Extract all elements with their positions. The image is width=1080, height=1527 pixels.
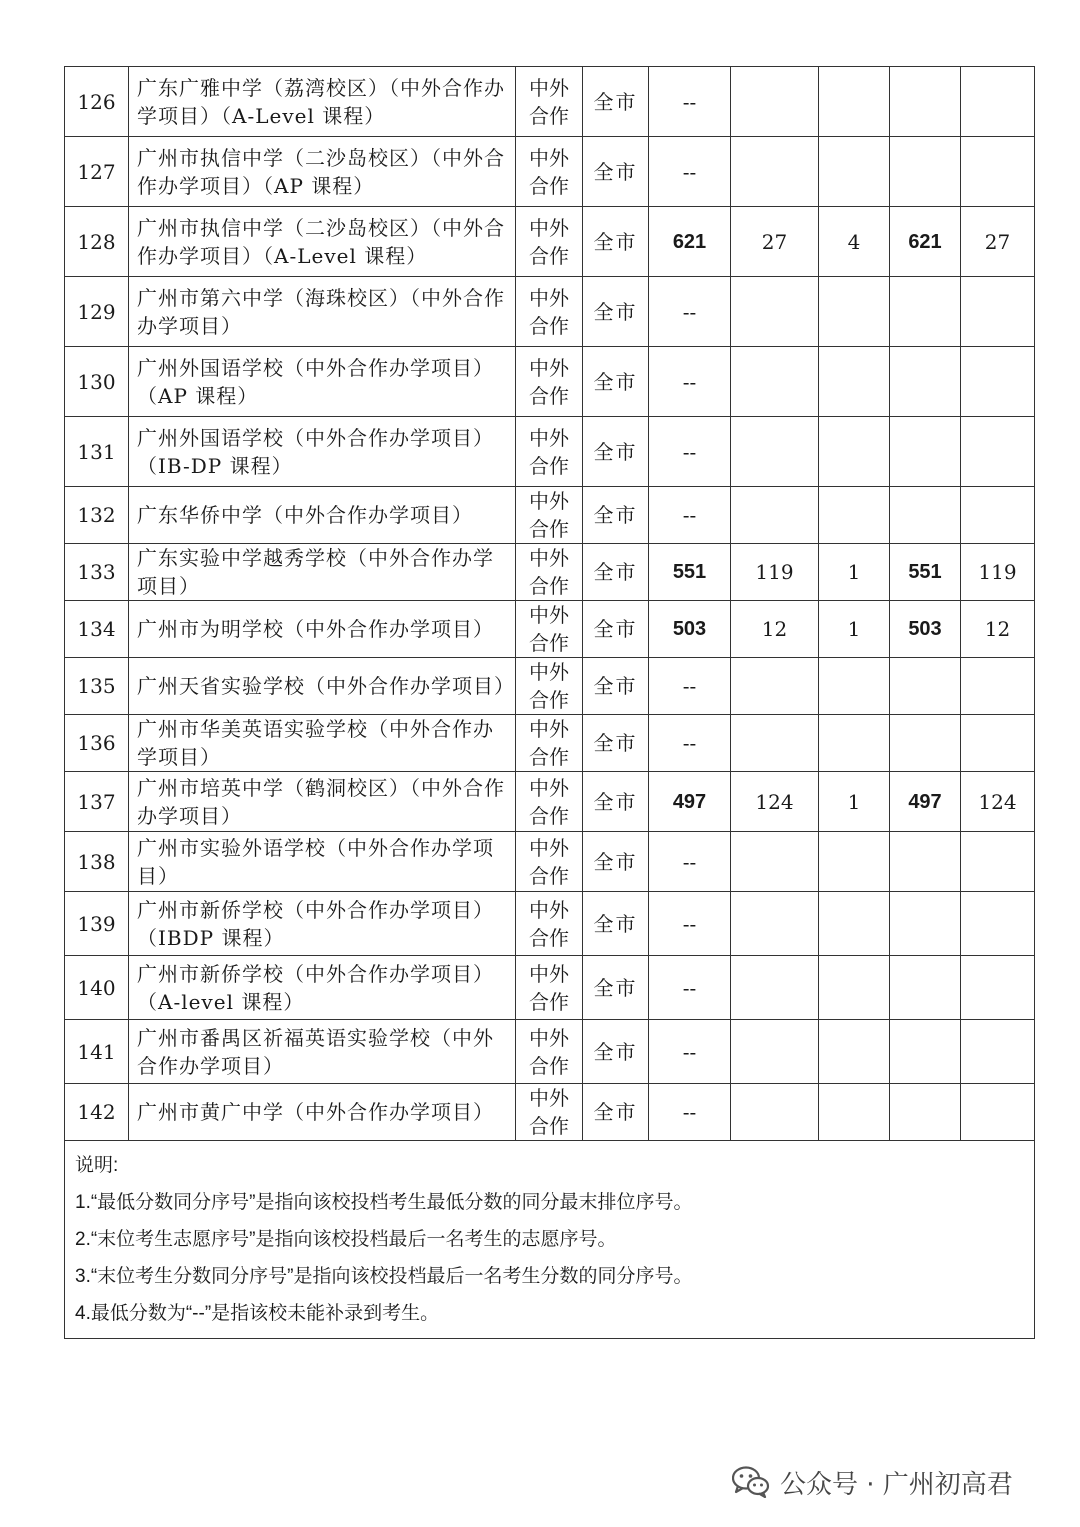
cell-last-score <box>890 956 961 1020</box>
cell-min-score: 497 <box>649 772 731 832</box>
cell-min-rank <box>731 1084 819 1141</box>
type-line: 中外 <box>529 835 569 860</box>
table-row <box>65 277 1035 347</box>
type-line: 合作 <box>529 925 569 950</box>
cell-min-rank <box>731 892 819 956</box>
cell-last-rank <box>961 956 1035 1020</box>
cell-name: 广州市执信中学（二沙岛校区）（中外合作办学项目）（AP 课程） <box>129 137 516 207</box>
cell-no: 138 <box>65 832 129 892</box>
cell-min-rank <box>731 67 819 137</box>
cell-last-score <box>890 487 961 544</box>
cell-min-rank <box>731 347 819 417</box>
cell-last-score: 621 <box>890 207 961 277</box>
cell-min-score: -- <box>649 1084 731 1141</box>
watermark-text: 公众号 · 广州初高君 <box>780 1469 1013 1500</box>
cell-range: 全市 <box>583 658 649 715</box>
cell-no: 131 <box>65 417 129 487</box>
type-line: 合作 <box>529 173 569 198</box>
table-row <box>65 207 1035 277</box>
cell-last-rank: 124 <box>961 772 1035 832</box>
cell-type <box>516 956 583 1020</box>
type-line: 合作 <box>529 1053 569 1078</box>
cell-no: 139 <box>65 892 129 956</box>
cell-last-pref <box>819 658 890 715</box>
type-line: 中外 <box>529 145 569 170</box>
cell-no: 140 <box>65 956 129 1020</box>
cell-min-score: -- <box>649 137 731 207</box>
watermark <box>732 1462 1013 1502</box>
type-line: 中外 <box>529 546 569 570</box>
cell-last-rank: 12 <box>961 601 1035 658</box>
cell-range: 全市 <box>583 347 649 417</box>
table-row <box>65 417 1035 487</box>
notes-cell <box>65 1141 1035 1339</box>
cell-range: 全市 <box>583 772 649 832</box>
cell-min-score: -- <box>649 487 731 544</box>
cell-last-score <box>890 1020 961 1084</box>
type-line: 中外 <box>529 717 569 741</box>
table-row <box>65 1020 1035 1084</box>
cell-name: 广东广雅中学（荔湾校区）（中外合作办学项目）（A-Level 课程） <box>129 67 516 137</box>
cell-last-score <box>890 1084 961 1141</box>
cell-last-rank <box>961 487 1035 544</box>
cell-type <box>516 892 583 956</box>
type-line: 合作 <box>529 989 569 1014</box>
cell-no: 135 <box>65 658 129 715</box>
cell-last-score <box>890 417 961 487</box>
cell-min-score: -- <box>649 658 731 715</box>
cell-last-pref <box>819 347 890 417</box>
cell-last-score <box>890 67 961 137</box>
cell-range: 全市 <box>583 277 649 347</box>
cell-last-pref <box>819 715 890 772</box>
type-line: 合作 <box>529 243 569 268</box>
cell-min-rank <box>731 1020 819 1084</box>
cell-type <box>516 715 583 772</box>
table-row <box>65 1084 1035 1141</box>
cell-type <box>516 277 583 347</box>
cell-type <box>516 67 583 137</box>
cell-range: 全市 <box>583 1084 649 1141</box>
type-line: 中外 <box>529 1025 569 1050</box>
cell-min-score: -- <box>649 67 731 137</box>
cell-last-score <box>890 715 961 772</box>
cell-last-pref <box>819 277 890 347</box>
cell-no: 129 <box>65 277 129 347</box>
cell-name: 广州市新侨学校（中外合作办学项目）（A-level 课程） <box>129 956 516 1020</box>
table-body <box>65 67 1035 1141</box>
cell-min-score: -- <box>649 277 731 347</box>
table-row <box>65 67 1035 137</box>
cell-min-score: -- <box>649 832 731 892</box>
cell-last-score <box>890 347 961 417</box>
type-line: 合作 <box>529 1114 569 1138</box>
table-row <box>65 658 1035 715</box>
cell-no: 137 <box>65 772 129 832</box>
type-line: 中外 <box>529 489 569 513</box>
cell-name: 广州外国语学校（中外合作办学项目）（IB-DP 课程） <box>129 417 516 487</box>
cell-type <box>516 1020 583 1084</box>
cell-no: 127 <box>65 137 129 207</box>
cell-last-pref: 1 <box>819 772 890 832</box>
cell-last-pref: 4 <box>819 207 890 277</box>
cell-range: 全市 <box>583 207 649 277</box>
cell-last-score <box>890 658 961 715</box>
type-line: 合作 <box>529 313 569 338</box>
cell-last-pref: 1 <box>819 601 890 658</box>
cell-name: 广州市第六中学（海珠校区）（中外合作办学项目） <box>129 277 516 347</box>
cell-min-score: -- <box>649 1020 731 1084</box>
type-line: 中外 <box>529 660 569 684</box>
type-line: 合作 <box>529 383 569 408</box>
type-line: 中外 <box>529 425 569 450</box>
cell-range: 全市 <box>583 544 649 601</box>
cell-last-rank: 27 <box>961 207 1035 277</box>
cell-min-rank: 124 <box>731 772 819 832</box>
cell-last-rank: 119 <box>961 544 1035 601</box>
cell-last-score: 497 <box>890 772 961 832</box>
cell-name: 广州市为明学校（中外合作办学项目） <box>129 601 516 658</box>
cell-last-pref <box>819 892 890 956</box>
cell-type <box>516 1084 583 1141</box>
type-line: 合作 <box>529 574 569 598</box>
cell-min-rank: 119 <box>731 544 819 601</box>
cell-range: 全市 <box>583 137 649 207</box>
table-row <box>65 601 1035 658</box>
cell-last-rank <box>961 658 1035 715</box>
cell-range: 全市 <box>583 1020 649 1084</box>
cell-last-rank <box>961 417 1035 487</box>
cell-name: 广州市培英中学（鹤洞校区）（中外合作办学项目） <box>129 772 516 832</box>
cell-min-score: -- <box>649 417 731 487</box>
cell-min-rank <box>731 715 819 772</box>
type-line: 合作 <box>529 863 569 888</box>
table-row <box>65 956 1035 1020</box>
cell-type <box>516 417 583 487</box>
cell-min-score: 551 <box>649 544 731 601</box>
cell-min-score: -- <box>649 956 731 1020</box>
type-line: 中外 <box>529 603 569 627</box>
cell-last-rank <box>961 832 1035 892</box>
cell-name: 广州市黄广中学（中外合作办学项目） <box>129 1084 516 1141</box>
cell-last-score: 503 <box>890 601 961 658</box>
cell-min-rank: 27 <box>731 207 819 277</box>
cell-type <box>516 487 583 544</box>
cell-min-rank <box>731 956 819 1020</box>
cell-last-pref <box>819 137 890 207</box>
cell-last-pref <box>819 1084 890 1141</box>
cell-last-pref <box>819 1020 890 1084</box>
cell-range: 全市 <box>583 601 649 658</box>
cell-range: 全市 <box>583 892 649 956</box>
cell-type <box>516 832 583 892</box>
type-line: 中外 <box>529 775 569 800</box>
type-line: 合作 <box>529 103 569 128</box>
cell-type <box>516 347 583 417</box>
cell-range: 全市 <box>583 417 649 487</box>
cell-range: 全市 <box>583 956 649 1020</box>
cell-last-pref <box>819 832 890 892</box>
cell-last-score <box>890 277 961 347</box>
type-line: 中外 <box>529 961 569 986</box>
cell-last-rank <box>961 137 1035 207</box>
type-line: 合作 <box>529 453 569 478</box>
cell-type <box>516 772 583 832</box>
cell-min-rank <box>731 832 819 892</box>
table-row <box>65 892 1035 956</box>
admission-table <box>64 66 1035 1339</box>
type-line: 合作 <box>529 745 569 769</box>
cell-no: 142 <box>65 1084 129 1141</box>
cell-no: 134 <box>65 601 129 658</box>
cell-name: 广州天省实验学校（中外合作办学项目） <box>129 658 516 715</box>
cell-name: 广东华侨中学（中外合作办学项目） <box>129 487 516 544</box>
cell-no: 128 <box>65 207 129 277</box>
cell-min-score: -- <box>649 347 731 417</box>
table-row <box>65 137 1035 207</box>
cell-last-rank <box>961 715 1035 772</box>
cell-last-score: 551 <box>890 544 961 601</box>
type-line: 中外 <box>529 355 569 380</box>
type-line: 合作 <box>529 803 569 828</box>
type-line: 中外 <box>529 897 569 922</box>
note-1: 1.“最低分数同分序号”是指向该校投档考生最低分数的同分最末排位序号。 <box>75 1192 693 1213</box>
cell-type <box>516 601 583 658</box>
cell-min-rank <box>731 658 819 715</box>
cell-last-pref: 1 <box>819 544 890 601</box>
cell-type <box>516 137 583 207</box>
cell-type <box>516 658 583 715</box>
cell-min-score: 621 <box>649 207 731 277</box>
table-row <box>65 347 1035 417</box>
cell-last-pref <box>819 956 890 1020</box>
cell-min-rank: 12 <box>731 601 819 658</box>
cell-min-rank <box>731 277 819 347</box>
cell-range: 全市 <box>583 715 649 772</box>
type-line: 合作 <box>529 517 569 541</box>
type-line: 中外 <box>529 1086 569 1110</box>
cell-no: 141 <box>65 1020 129 1084</box>
notes-heading: 说明: <box>75 1155 119 1176</box>
cell-last-pref <box>819 487 890 544</box>
cell-min-rank <box>731 137 819 207</box>
cell-name: 广州市番禺区祈福英语实验学校（中外合作办学项目） <box>129 1020 516 1084</box>
cell-name: 广东实验中学越秀学校（中外合作办学项目） <box>129 544 516 601</box>
cell-no: 130 <box>65 347 129 417</box>
cell-name: 广州市实验外语学校（中外合作办学项目） <box>129 832 516 892</box>
cell-last-rank <box>961 67 1035 137</box>
cell-last-rank <box>961 277 1035 347</box>
type-line: 中外 <box>529 75 569 100</box>
type-line: 中外 <box>529 285 569 310</box>
cell-last-score <box>890 137 961 207</box>
cell-type <box>516 207 583 277</box>
table-row <box>65 544 1035 601</box>
cell-last-pref <box>819 417 890 487</box>
table-row <box>65 772 1035 832</box>
cell-range: 全市 <box>583 487 649 544</box>
note-3: 3.“末位考生分数同分序号”是指向该校投档最后一名考生分数的同分序号。 <box>75 1266 693 1287</box>
cell-min-score: -- <box>649 892 731 956</box>
cell-last-rank <box>961 1020 1035 1084</box>
cell-last-rank <box>961 347 1035 417</box>
cell-name: 广州市执信中学（二沙岛校区）（中外合作办学项目）（A-Level 课程） <box>129 207 516 277</box>
cell-min-score: 503 <box>649 601 731 658</box>
table-row <box>65 715 1035 772</box>
type-line: 中外 <box>529 215 569 240</box>
cell-last-score <box>890 892 961 956</box>
type-line: 合作 <box>529 688 569 712</box>
wechat-icon <box>732 1466 770 1498</box>
cell-no: 133 <box>65 544 129 601</box>
cell-last-rank <box>961 1084 1035 1141</box>
cell-no: 126 <box>65 67 129 137</box>
cell-name: 广州市华美英语实验学校（中外合作办学项目） <box>129 715 516 772</box>
cell-range: 全市 <box>583 67 649 137</box>
type-line: 合作 <box>529 631 569 655</box>
cell-min-rank <box>731 417 819 487</box>
notes-row <box>65 1141 1035 1339</box>
cell-type <box>516 544 583 601</box>
cell-name: 广州外国语学校（中外合作办学项目）（AP 课程） <box>129 347 516 417</box>
cell-last-pref <box>819 67 890 137</box>
table-row <box>65 487 1035 544</box>
note-4: 4.最低分数为“--”是指该校未能补录到考生。 <box>75 1303 440 1324</box>
note-2: 2.“末位考生志愿序号”是指向该校投档最后一名考生的志愿序号。 <box>75 1229 617 1250</box>
cell-name: 广州市新侨学校（中外合作办学项目）（IBDP 课程） <box>129 892 516 956</box>
table-row <box>65 832 1035 892</box>
cell-min-rank <box>731 487 819 544</box>
cell-last-score <box>890 832 961 892</box>
cell-no: 136 <box>65 715 129 772</box>
cell-last-rank <box>961 892 1035 956</box>
cell-min-score: -- <box>649 715 731 772</box>
cell-no: 132 <box>65 487 129 544</box>
cell-range: 全市 <box>583 832 649 892</box>
